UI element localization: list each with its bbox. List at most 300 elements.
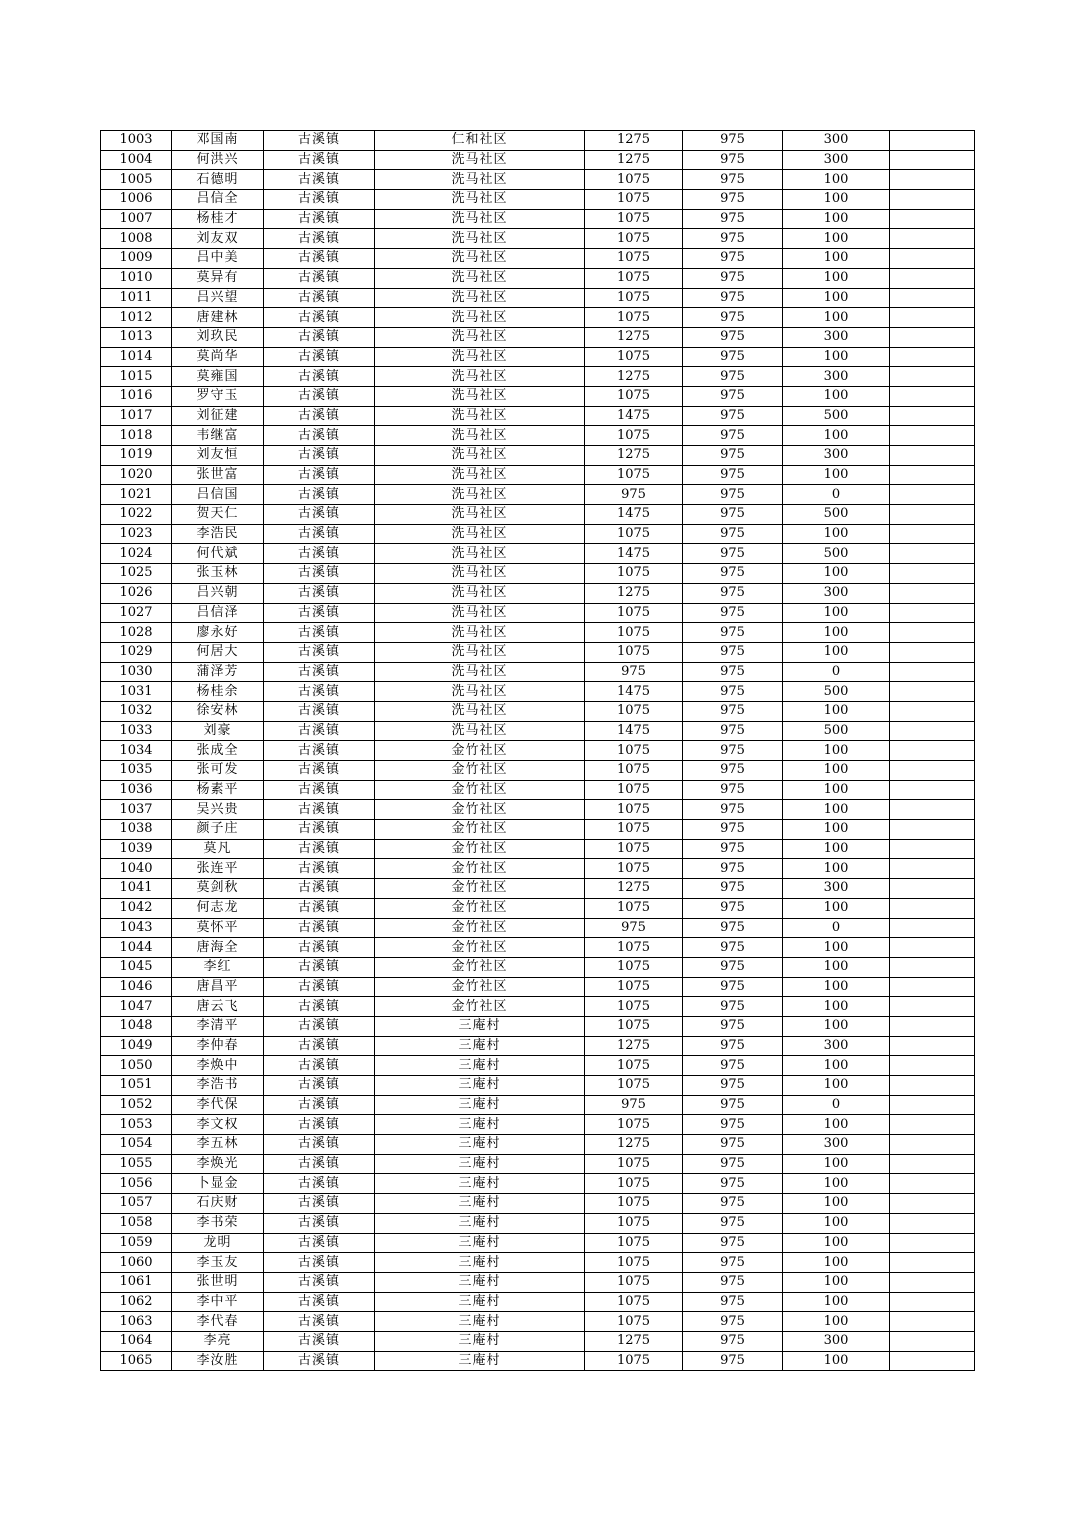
town-cell: 古溪镇 [264,820,375,840]
base-cell: 975 [683,642,783,662]
remark-cell [890,603,975,623]
amount-cell: 1075 [585,1233,683,1253]
table-row [101,1292,975,1312]
base-cell: 975 [683,741,783,761]
amount-cell: 1075 [585,977,683,997]
amount-cell: 1075 [585,623,683,643]
table-row [101,741,975,761]
amount-cell: 1075 [585,820,683,840]
base-cell: 975 [683,505,783,525]
community-cell: 洗马社区 [375,701,585,721]
id-cell: 1059 [101,1233,172,1253]
remark-cell [890,426,975,446]
base-cell: 975 [683,1154,783,1174]
community-cell: 三庵村 [375,1076,585,1096]
diff-cell: 100 [783,741,890,761]
community-cell: 洗马社区 [375,446,585,466]
diff-cell: 0 [783,918,890,938]
id-cell: 1052 [101,1095,172,1115]
table-row [101,1016,975,1036]
name-cell: 廖永好 [172,623,264,643]
amount-cell: 1075 [585,1213,683,1233]
town-cell: 古溪镇 [264,603,375,623]
diff-cell: 100 [783,1213,890,1233]
community-cell: 洗马社区 [375,662,585,682]
community-cell: 洗马社区 [375,229,585,249]
town-cell: 古溪镇 [264,347,375,367]
community-cell: 洗马社区 [375,426,585,446]
table-row [101,918,975,938]
table-row [101,583,975,603]
diff-cell: 300 [783,879,890,899]
town-cell: 古溪镇 [264,1194,375,1214]
name-cell: 莫异有 [172,268,264,288]
remark-cell [890,1351,975,1371]
name-cell: 莫剑秋 [172,879,264,899]
town-cell: 古溪镇 [264,1095,375,1115]
table-row [101,957,975,977]
remark-cell [890,1174,975,1194]
table-row [101,761,975,781]
name-cell: 刘征建 [172,406,264,426]
remark-cell [890,564,975,584]
name-cell: 吕兴望 [172,288,264,308]
id-cell: 1039 [101,839,172,859]
community-cell: 三庵村 [375,1135,585,1155]
community-cell: 洗马社区 [375,268,585,288]
base-cell: 975 [683,879,783,899]
name-cell: 吴兴贵 [172,800,264,820]
name-cell: 吕信全 [172,190,264,210]
amount-cell: 1075 [585,780,683,800]
table-row [101,1312,975,1332]
base-cell: 975 [683,1016,783,1036]
community-cell: 金竹社区 [375,918,585,938]
name-cell: 刘友恒 [172,446,264,466]
id-cell: 1026 [101,583,172,603]
name-cell: 李玉友 [172,1253,264,1273]
name-cell: 张可发 [172,761,264,781]
id-cell: 1045 [101,957,172,977]
name-cell: 唐海全 [172,938,264,958]
community-cell: 洗马社区 [375,564,585,584]
remark-cell [890,485,975,505]
table-row [101,662,975,682]
amount-cell: 1075 [585,603,683,623]
table-row [101,190,975,210]
town-cell: 古溪镇 [264,741,375,761]
name-cell: 韦继富 [172,426,264,446]
community-cell: 洗马社区 [375,465,585,485]
amount-cell: 1075 [585,1174,683,1194]
remark-cell [890,662,975,682]
town-cell: 古溪镇 [264,957,375,977]
id-cell: 1022 [101,505,172,525]
amount-cell: 1075 [585,1253,683,1273]
diff-cell: 100 [783,1076,890,1096]
name-cell: 吕信泽 [172,603,264,623]
remark-cell [890,190,975,210]
id-cell: 1005 [101,170,172,190]
community-cell: 金竹社区 [375,957,585,977]
id-cell: 1053 [101,1115,172,1135]
amount-cell: 1075 [585,288,683,308]
name-cell: 莫雍国 [172,367,264,387]
community-cell: 洗马社区 [375,642,585,662]
id-cell: 1024 [101,544,172,564]
id-cell: 1016 [101,386,172,406]
name-cell: 石德明 [172,170,264,190]
amount-cell: 1275 [585,1135,683,1155]
amount-cell: 1475 [585,505,683,525]
community-cell: 洗马社区 [375,524,585,544]
town-cell: 古溪镇 [264,367,375,387]
id-cell: 1040 [101,859,172,879]
diff-cell: 300 [783,327,890,347]
diff-cell: 300 [783,1331,890,1351]
diff-cell: 100 [783,1016,890,1036]
diff-cell: 500 [783,682,890,702]
remark-cell [890,761,975,781]
amount-cell: 1275 [585,367,683,387]
community-cell: 金竹社区 [375,839,585,859]
town-cell: 古溪镇 [264,524,375,544]
town-cell: 古溪镇 [264,761,375,781]
community-cell: 三庵村 [375,1312,585,1332]
diff-cell: 500 [783,505,890,525]
amount-cell: 1075 [585,957,683,977]
name-cell: 李红 [172,957,264,977]
id-cell: 1014 [101,347,172,367]
diff-cell: 100 [783,268,890,288]
community-cell: 三庵村 [375,1292,585,1312]
amount-cell: 1075 [585,1154,683,1174]
base-cell: 975 [683,209,783,229]
id-cell: 1028 [101,623,172,643]
id-cell: 1018 [101,426,172,446]
name-cell: 唐昌平 [172,977,264,997]
remark-cell [890,879,975,899]
amount-cell: 1075 [585,761,683,781]
amount-cell: 1075 [585,268,683,288]
base-cell: 975 [683,800,783,820]
remark-cell [890,1016,975,1036]
community-cell: 洗马社区 [375,347,585,367]
town-cell: 古溪镇 [264,131,375,151]
name-cell: 何居大 [172,642,264,662]
amount-cell: 1075 [585,190,683,210]
table-row [101,701,975,721]
id-cell: 1009 [101,249,172,269]
town-cell: 古溪镇 [264,288,375,308]
community-cell: 洗马社区 [375,190,585,210]
remark-cell [890,583,975,603]
table-row [101,1351,975,1371]
table-row [101,505,975,525]
name-cell: 龙明 [172,1233,264,1253]
base-cell: 975 [683,1331,783,1351]
remark-cell [890,938,975,958]
remark-cell [890,820,975,840]
base-cell: 975 [683,1292,783,1312]
diff-cell: 300 [783,1135,890,1155]
table-row [101,1115,975,1135]
community-cell: 洗马社区 [375,721,585,741]
town-cell: 古溪镇 [264,1174,375,1194]
table-row [101,367,975,387]
community-cell: 三庵村 [375,1331,585,1351]
town-cell: 古溪镇 [264,426,375,446]
name-cell: 张玉林 [172,564,264,584]
amount-cell: 1075 [585,1016,683,1036]
table-row [101,1253,975,1273]
amount-cell: 1075 [585,386,683,406]
base-cell: 975 [683,1135,783,1155]
community-cell: 三庵村 [375,1036,585,1056]
diff-cell: 100 [783,1253,890,1273]
town-cell: 古溪镇 [264,170,375,190]
community-cell: 洗马社区 [375,327,585,347]
town-cell: 古溪镇 [264,583,375,603]
town-cell: 古溪镇 [264,544,375,564]
town-cell: 古溪镇 [264,1331,375,1351]
remark-cell [890,1213,975,1233]
base-cell: 975 [683,997,783,1017]
town-cell: 古溪镇 [264,662,375,682]
diff-cell: 100 [783,524,890,544]
community-cell: 三庵村 [375,1095,585,1115]
base-cell: 975 [683,701,783,721]
base-cell: 975 [683,1036,783,1056]
diff-cell: 100 [783,564,890,584]
amount-cell: 1275 [585,150,683,170]
name-cell: 吕兴朝 [172,583,264,603]
name-cell: 卜显金 [172,1174,264,1194]
diff-cell: 100 [783,190,890,210]
remark-cell [890,249,975,269]
id-cell: 1037 [101,800,172,820]
id-cell: 1048 [101,1016,172,1036]
name-cell: 蒲泽芳 [172,662,264,682]
base-cell: 975 [683,1095,783,1115]
table-row [101,249,975,269]
base-cell: 975 [683,603,783,623]
remark-cell [890,1095,975,1115]
table-row [101,1036,975,1056]
id-cell: 1050 [101,1056,172,1076]
town-cell: 古溪镇 [264,327,375,347]
table-row [101,859,975,879]
community-cell: 金竹社区 [375,741,585,761]
diff-cell: 100 [783,761,890,781]
remark-cell [890,465,975,485]
id-cell: 1013 [101,327,172,347]
diff-cell: 100 [783,386,890,406]
id-cell: 1033 [101,721,172,741]
town-cell: 古溪镇 [264,564,375,584]
base-cell: 975 [683,918,783,938]
town-cell: 古溪镇 [264,150,375,170]
remark-cell [890,406,975,426]
table-row [101,406,975,426]
table-row [101,564,975,584]
town-cell: 古溪镇 [264,406,375,426]
base-cell: 975 [683,1056,783,1076]
base-cell: 975 [683,327,783,347]
diff-cell: 0 [783,1095,890,1115]
town-cell: 古溪镇 [264,308,375,328]
community-cell: 洗马社区 [375,249,585,269]
diff-cell: 100 [783,997,890,1017]
id-cell: 1020 [101,465,172,485]
amount-cell: 1275 [585,327,683,347]
base-cell: 975 [683,288,783,308]
id-cell: 1060 [101,1253,172,1273]
amount-cell: 1075 [585,997,683,1017]
amount-cell: 1075 [585,938,683,958]
base-cell: 975 [683,190,783,210]
name-cell: 刘友双 [172,229,264,249]
amount-cell: 1075 [585,839,683,859]
remark-cell [890,229,975,249]
community-cell: 洗马社区 [375,150,585,170]
remark-cell [890,1331,975,1351]
name-cell: 邓国南 [172,131,264,151]
diff-cell: 500 [783,544,890,564]
diff-cell: 300 [783,1036,890,1056]
remark-cell [890,859,975,879]
remark-cell [890,367,975,387]
amount-cell: 1075 [585,800,683,820]
table-row [101,1272,975,1292]
amount-cell: 1075 [585,1272,683,1292]
table-row [101,386,975,406]
id-cell: 1029 [101,642,172,662]
diff-cell: 100 [783,288,890,308]
remark-cell [890,701,975,721]
community-cell: 洗马社区 [375,170,585,190]
diff-cell: 100 [783,1312,890,1332]
diff-cell: 100 [783,800,890,820]
amount-cell: 1475 [585,721,683,741]
base-cell: 975 [683,170,783,190]
table-row [101,1233,975,1253]
amount-cell: 1075 [585,524,683,544]
table-row [101,820,975,840]
amount-cell: 975 [585,918,683,938]
amount-cell: 1275 [585,446,683,466]
diff-cell: 100 [783,938,890,958]
amount-cell: 1075 [585,1076,683,1096]
diff-cell: 100 [783,701,890,721]
remark-cell [890,623,975,643]
table-row [101,938,975,958]
remark-cell [890,347,975,367]
diff-cell: 100 [783,898,890,918]
community-cell: 金竹社区 [375,977,585,997]
amount-cell: 1275 [585,131,683,151]
community-cell: 金竹社区 [375,859,585,879]
amount-cell: 1475 [585,406,683,426]
id-cell: 1008 [101,229,172,249]
table-row [101,1095,975,1115]
amount-cell: 1275 [585,1331,683,1351]
name-cell: 罗守玉 [172,386,264,406]
name-cell: 李亮 [172,1331,264,1351]
base-cell: 975 [683,1272,783,1292]
remark-cell [890,524,975,544]
remark-cell [890,150,975,170]
table-row [101,1135,975,1155]
community-cell: 洗马社区 [375,682,585,702]
base-cell: 975 [683,682,783,702]
name-cell: 李汝胜 [172,1351,264,1371]
remark-cell [890,446,975,466]
town-cell: 古溪镇 [264,800,375,820]
amount-cell: 975 [585,662,683,682]
diff-cell: 500 [783,406,890,426]
community-cell: 洗马社区 [375,544,585,564]
data-table-sheet [100,130,975,1371]
town-cell: 古溪镇 [264,1036,375,1056]
town-cell: 古溪镇 [264,701,375,721]
name-cell: 石庆财 [172,1194,264,1214]
town-cell: 古溪镇 [264,209,375,229]
name-cell: 吕信国 [172,485,264,505]
remark-cell [890,505,975,525]
name-cell: 何代斌 [172,544,264,564]
table-row [101,623,975,643]
id-cell: 1047 [101,997,172,1017]
name-cell: 刘玖民 [172,327,264,347]
remark-cell [890,288,975,308]
town-cell: 古溪镇 [264,1213,375,1233]
id-cell: 1027 [101,603,172,623]
remark-cell [890,1154,975,1174]
diff-cell: 100 [783,642,890,662]
name-cell: 李浩书 [172,1076,264,1096]
base-cell: 975 [683,898,783,918]
table-body [101,131,975,1371]
remark-cell [890,741,975,761]
table-row [101,977,975,997]
community-cell: 三庵村 [375,1213,585,1233]
table-row [101,465,975,485]
table-row [101,268,975,288]
id-cell: 1012 [101,308,172,328]
base-cell: 975 [683,485,783,505]
diff-cell: 300 [783,367,890,387]
id-cell: 1032 [101,701,172,721]
town-cell: 古溪镇 [264,190,375,210]
id-cell: 1021 [101,485,172,505]
id-cell: 1046 [101,977,172,997]
id-cell: 1006 [101,190,172,210]
amount-cell: 1075 [585,426,683,446]
base-cell: 975 [683,347,783,367]
town-cell: 古溪镇 [264,1233,375,1253]
town-cell: 古溪镇 [264,879,375,899]
id-cell: 1061 [101,1272,172,1292]
table-row [101,288,975,308]
town-cell: 古溪镇 [264,623,375,643]
town-cell: 古溪镇 [264,839,375,859]
id-cell: 1034 [101,741,172,761]
base-cell: 975 [683,977,783,997]
community-cell: 金竹社区 [375,997,585,1017]
name-cell: 李书荣 [172,1213,264,1233]
table-row [101,1154,975,1174]
